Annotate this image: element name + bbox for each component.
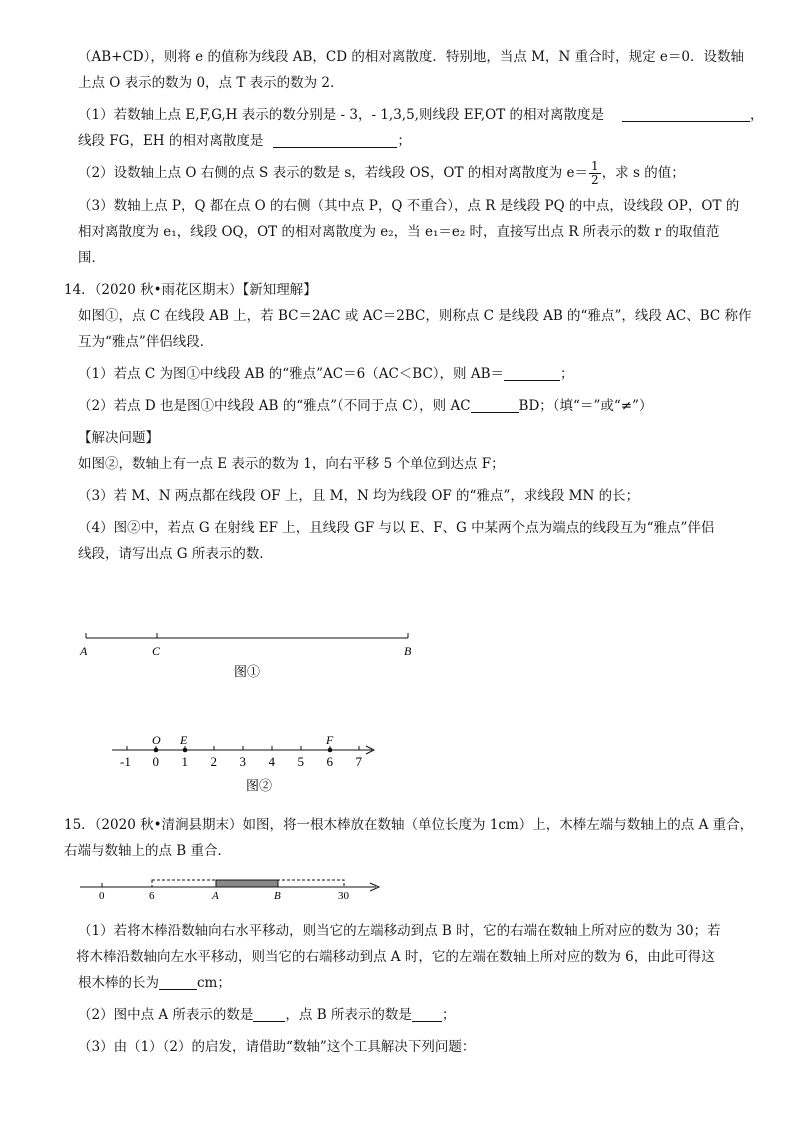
tick-label: 7 (355, 754, 362, 769)
point-e (183, 748, 188, 753)
q14-part1: （1）若点 C 为图①中线段 AB 的“雅点”AC＝6（AC＜BC），则 AB＝ ； (78, 366, 574, 382)
q13-part1-line1: （1）若数轴上点 E,F,G,H 表示的数分别是 - 3，- 1,3,5,则线段 EF,OT 的相对离散度是 ， (78, 107, 764, 123)
q15-block (64, 812, 754, 864)
label-o: O (152, 733, 161, 747)
wooden-stick (216, 880, 278, 887)
document-page (64, 44, 764, 567)
q15-part3: （3）由（1）（2）的启发，请借助“数轴”这个工具解决下列问题： (78, 1039, 476, 1055)
label-a: A (212, 890, 219, 900)
answer-blank[interactable] (159, 973, 197, 990)
q15-part2: （2）图中点 A 所表示的数是 ，点 B 所表示的数是 ； (78, 1007, 456, 1023)
label-a: A (80, 644, 88, 658)
q13-part3-line2: 相对离散度为 e₁，线段 OQ，OT 的相对离散度为 e₂，当 e₁＝e₂ 时，直接写出点 R 所表示的数 r 的取值范 (78, 224, 720, 240)
label-b: B (404, 644, 412, 658)
q13-continuation: （AB+CD），则将 e 的值称为线段 AB，CD 的相对离散度．特别地，当点 M，N 重合时，规定 e＝0．设数轴 (78, 49, 744, 65)
tick-label: 0 (152, 754, 159, 769)
q14-heading: 14．（2020 秋•雨花区期末）【新知理解】 (64, 282, 317, 298)
tick-6: 6 (149, 890, 155, 900)
q15-heading: 15．（2020 秋•清涧县期末）如图，将一根木棒放在数轴（单位长度为 1cm）上，木棒左端与数轴上的点 A 重合， (64, 817, 754, 833)
q13-part3-line1: （3）数轴上点 P，Q 都在点 O 的右侧（其中点 P，Q 不重合），点 R 是线段 PQ 的中点，设线段 OP，OT 的 (78, 198, 740, 214)
answer-blank[interactable] (273, 131, 397, 148)
q14-part4-line1: （4）图②中，若点 G 在射线 EF 上，且线段 GF 与以 E、F、G 中某两个点为端点的线段互为“雅点”伴侣 (78, 520, 715, 536)
q15-stick-diagram (76, 870, 396, 900)
answer-blank[interactable] (412, 1005, 442, 1022)
tick-label: 3 (239, 754, 246, 769)
figure-2-number-line (108, 732, 388, 798)
q14-intro-line1: 如图①，点 C 在线段 AB 上，若 BC＝2AC 或 AC＝2BC，则称点 C 是线段 AB 的“雅点”，线段 AC、BC 称作 (78, 308, 752, 324)
tick-label: 6 (326, 754, 333, 769)
tick-0: 0 (99, 890, 105, 900)
fraction: $\frac{1}{2}$ (591, 159, 599, 187)
q13-part2: （2）设数轴上点 O 右侧的点 S 表示的数是 s，若线段 OS，OT 的相对离散度为 e＝ $\frac{1}{2}$ ，求 s 的值； (78, 159, 685, 187)
label-b: B (274, 890, 281, 900)
answer-blank[interactable] (622, 105, 750, 122)
q14-intro-line2: 互为“雅点”伴侣线段． (78, 334, 214, 350)
q15-heading-2: 右端与数轴上的点 B 重合． (64, 843, 232, 859)
q14-part4-line2: 线段，请写出点 G 所表示的数． (78, 546, 273, 562)
answer-blank[interactable] (471, 396, 519, 413)
q15-part1-line2: 将木棒沿数轴向左水平移动，则当它的右端移动到点 A 时，它的左端在数轴上所对应的数为 6，由此可得这 (76, 949, 715, 965)
figure-1-caption: 图① (234, 664, 261, 679)
q14-solve-heading: 【解决问题】 (78, 430, 159, 446)
answer-blank[interactable] (504, 364, 560, 381)
q13-part3-line3: 围． (78, 250, 105, 266)
q15-part1-line3: 根木棒的长为 cm； (78, 975, 231, 991)
point-f (328, 748, 333, 753)
q15-parts (78, 918, 758, 1060)
q14-part2: （2）若点 D 也是图①中线段 AB 的“雅点”（不同于点 C），则 AC BD；（填“＝”或“≠”） (78, 398, 653, 414)
point-o (154, 748, 159, 753)
tick-30: 30 (338, 890, 349, 900)
figure-1-segment (70, 628, 430, 688)
tick-label: -1 (120, 754, 131, 769)
answer-blank[interactable] (253, 1005, 285, 1022)
q15-part1-line1: （1）若将木棒沿数轴向右水平移动，则当它的左端移动到点 B 时，它的右端在数轴上所对应的数为 30；若 (78, 923, 721, 939)
figure-2-caption: 图② (246, 778, 273, 793)
tick-label: 5 (297, 754, 304, 769)
tick-label: 4 (268, 754, 275, 769)
tick-label: 2 (210, 754, 217, 769)
q13-part1-line2: 线段 FG，EH 的相对离散度是 ； (78, 133, 411, 149)
q13-continuation-2: 上点 O 表示的数为 0，点 T 表示的数为 2． (78, 75, 344, 91)
q14-part3: （3）若 M、N 两点都在线段 OF 上，且 M，N 均为线段 OF 的“雅点”，求线段 MN 的长； (78, 488, 640, 504)
tick-label: 1 (181, 754, 188, 769)
label-e: E (180, 733, 188, 747)
label-c: C (152, 644, 161, 658)
label-f: F (326, 733, 334, 747)
q14-intro-line3: 如图②，数轴上有一点 E 表示的数为 1，向右平移 5 个单位到达点 F； (78, 456, 505, 472)
